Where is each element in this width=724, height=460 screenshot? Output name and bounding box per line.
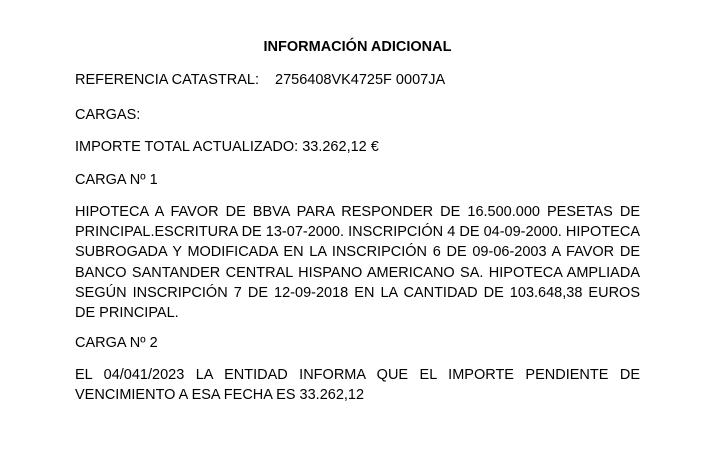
referencia-value: 2756408VK4725F 0007JA — [275, 72, 446, 88]
carga-2-text: EL 04/041/2023 LA ENTIDAD INFORMA QUE EL IMPORTE PENDIENTE DE VENCIMIENTO A ESA FECHA ES 33.262,12 — [75, 367, 640, 404]
document-title: INFORMACIÓN ADICIONAL — [263, 39, 452, 55]
carga-2-heading: CARGA Nº 2 — [75, 335, 158, 351]
importe-total: IMPORTE TOTAL ACTUALIZADO: 33.262,12 € — [75, 139, 379, 155]
carga-1-text: HIPOTECA A FAVOR DE BBVA PARA RESPONDER DE 16.500.000 PESETAS DE PRINCIPAL.ESCRITURA DE 13-07-2000. INSCRIPCIÓN 4 DE 04-09-2000. HIPOTECA SUBROGADA Y MODIFICADA EN LA INSCRIPCIÓN 6 DE 09-06-2003 A FAVOR DE BANCO SANTANDER CENTRAL HISPANO AMERICANO SA. HIPOTECA AMPLIADA SEGÚN INSCRIPCIÓN 7 DE 12-09-2018 EN LA CANTIDAD DE 103.648,38 EUROS DE PRINCIPAL. — [75, 204, 640, 322]
cargas-label: CARGAS: — [75, 107, 141, 123]
referencia-catastral — [75, 70, 445, 90]
referencia-label: REFERENCIA CATASTRAL: — [75, 72, 259, 88]
carga-1-heading: CARGA Nº 1 — [75, 172, 158, 188]
